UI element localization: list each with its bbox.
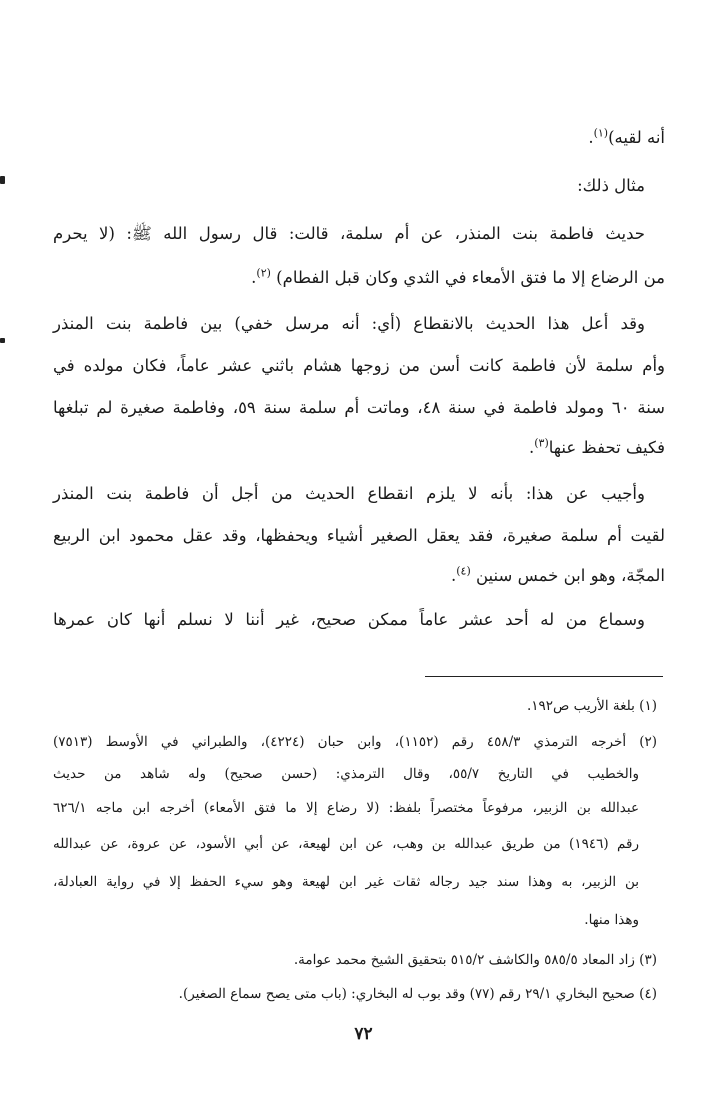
footnote-line: بن الزبير، به وهذا سند جيد رجاله ثقات غير ابن لهيعة وهو سيء الحفظ إلا في رواية العبادلة، <box>53 874 639 890</box>
footnote-line: عبدالله بن الزبير، مرفوعاً مختصراً بلفظ: (لا رضاع إلا ما فتق الأمعاء) أخرجه ابن ماجه ٦٢٦/١ <box>53 800 639 816</box>
body-line: حديث فاطمة بنت المنذر، عن أم سلمة، قالت: قال رسول الله ﷺ: (لا يحرم <box>53 224 645 243</box>
body-line: وأم سلمة لأن فاطمة كانت أسن من زوجها هشام باثني عشر عاماً، فكان مولده في <box>53 356 665 375</box>
footnote-marker[interactable]: (٢) <box>256 266 271 280</box>
scan-edge-mark <box>0 338 5 343</box>
body-line: أنه لقيه)$^{(١)}$. <box>588 126 665 147</box>
body-line: مثال ذلك: <box>577 176 645 195</box>
footnote-line: (١) بلغة الأريب ص١٩٢. <box>526 698 657 714</box>
body-line: وأجيب عن هذا: بأنه لا يلزم انقطاع الحديث من أجل أن فاطمة بنت المنذر <box>53 484 645 503</box>
footnote-separator <box>425 676 663 677</box>
footnote-line: وهذا منها. <box>584 912 639 928</box>
body-line: من الرضاع إلا ما فتق الأمعاء في الثدي وكان قبل الفطام) $^{(٢)}$. <box>251 266 665 287</box>
footnote-marker[interactable]: (٣) <box>534 436 549 450</box>
body-line: وسماع من له أحد عشر عاماً ممكن صحيح، غير أننا لا نسلم أنها كان عمرها <box>53 610 645 629</box>
footnote-marker[interactable]: (٤) <box>456 564 471 578</box>
page-number: ٧٢ <box>354 1024 373 1044</box>
body-line: فكيف تحفظ عنها$^{(٣)}$. <box>528 436 665 457</box>
footnote-line: (٢) أخرجه الترمذي ٤٥٨/٣ رقم (١١٥٢)، وابن حبان (٤٢٢٤)، والطبراني في الأوسط (٧٥١٣) <box>53 734 658 750</box>
body-line: المجّة، وهو ابن خمس سنين $^{(٤)}$. <box>450 564 665 585</box>
scan-edge-mark <box>0 176 5 184</box>
footnote-line: رقم (١٩٤٦) من طريق عبدالله بن وهب، عن ابن لهيعة، عن أبي الأسود، عن عروة، عن عبدالله <box>53 836 639 852</box>
footnote-line: والخطيب في التاريخ ٥٥/٧، وقال الترمذي: (حسن صحيح) وله شاهد من حديث <box>53 766 639 782</box>
body-line: سنة ٦٠ ومولد فاطمة في سنة ٤٨، وماتت أم سلمة سنة ٥٩، وفاطمة صغيرة لم تبلغها <box>53 398 665 417</box>
footnote-marker[interactable]: (١) <box>593 126 609 140</box>
footnote-line: (٣) زاد المعاد ٥٨٥/٥ والكاشف ٥١٥/٢ بتحقيق الشيخ محمد عوامة. <box>293 952 657 968</box>
body-line: لقيت أم سلمة صغيرة، فقد يعقل الصغير أشياء ويحفظها، وقد عقل محمود ابن الربيع <box>53 526 665 545</box>
footnote-line: (٤) صحيح البخاري ٢٩/١ رقم (٧٧) وقد بوب له البخاري: (باب متى يصح سماع الصغير). <box>178 986 657 1002</box>
body-line: وقد أعل هذا الحديث بالانقطاع (أي: أنه مرسل خفي) بين فاطمة بنت المنذر <box>53 314 645 333</box>
